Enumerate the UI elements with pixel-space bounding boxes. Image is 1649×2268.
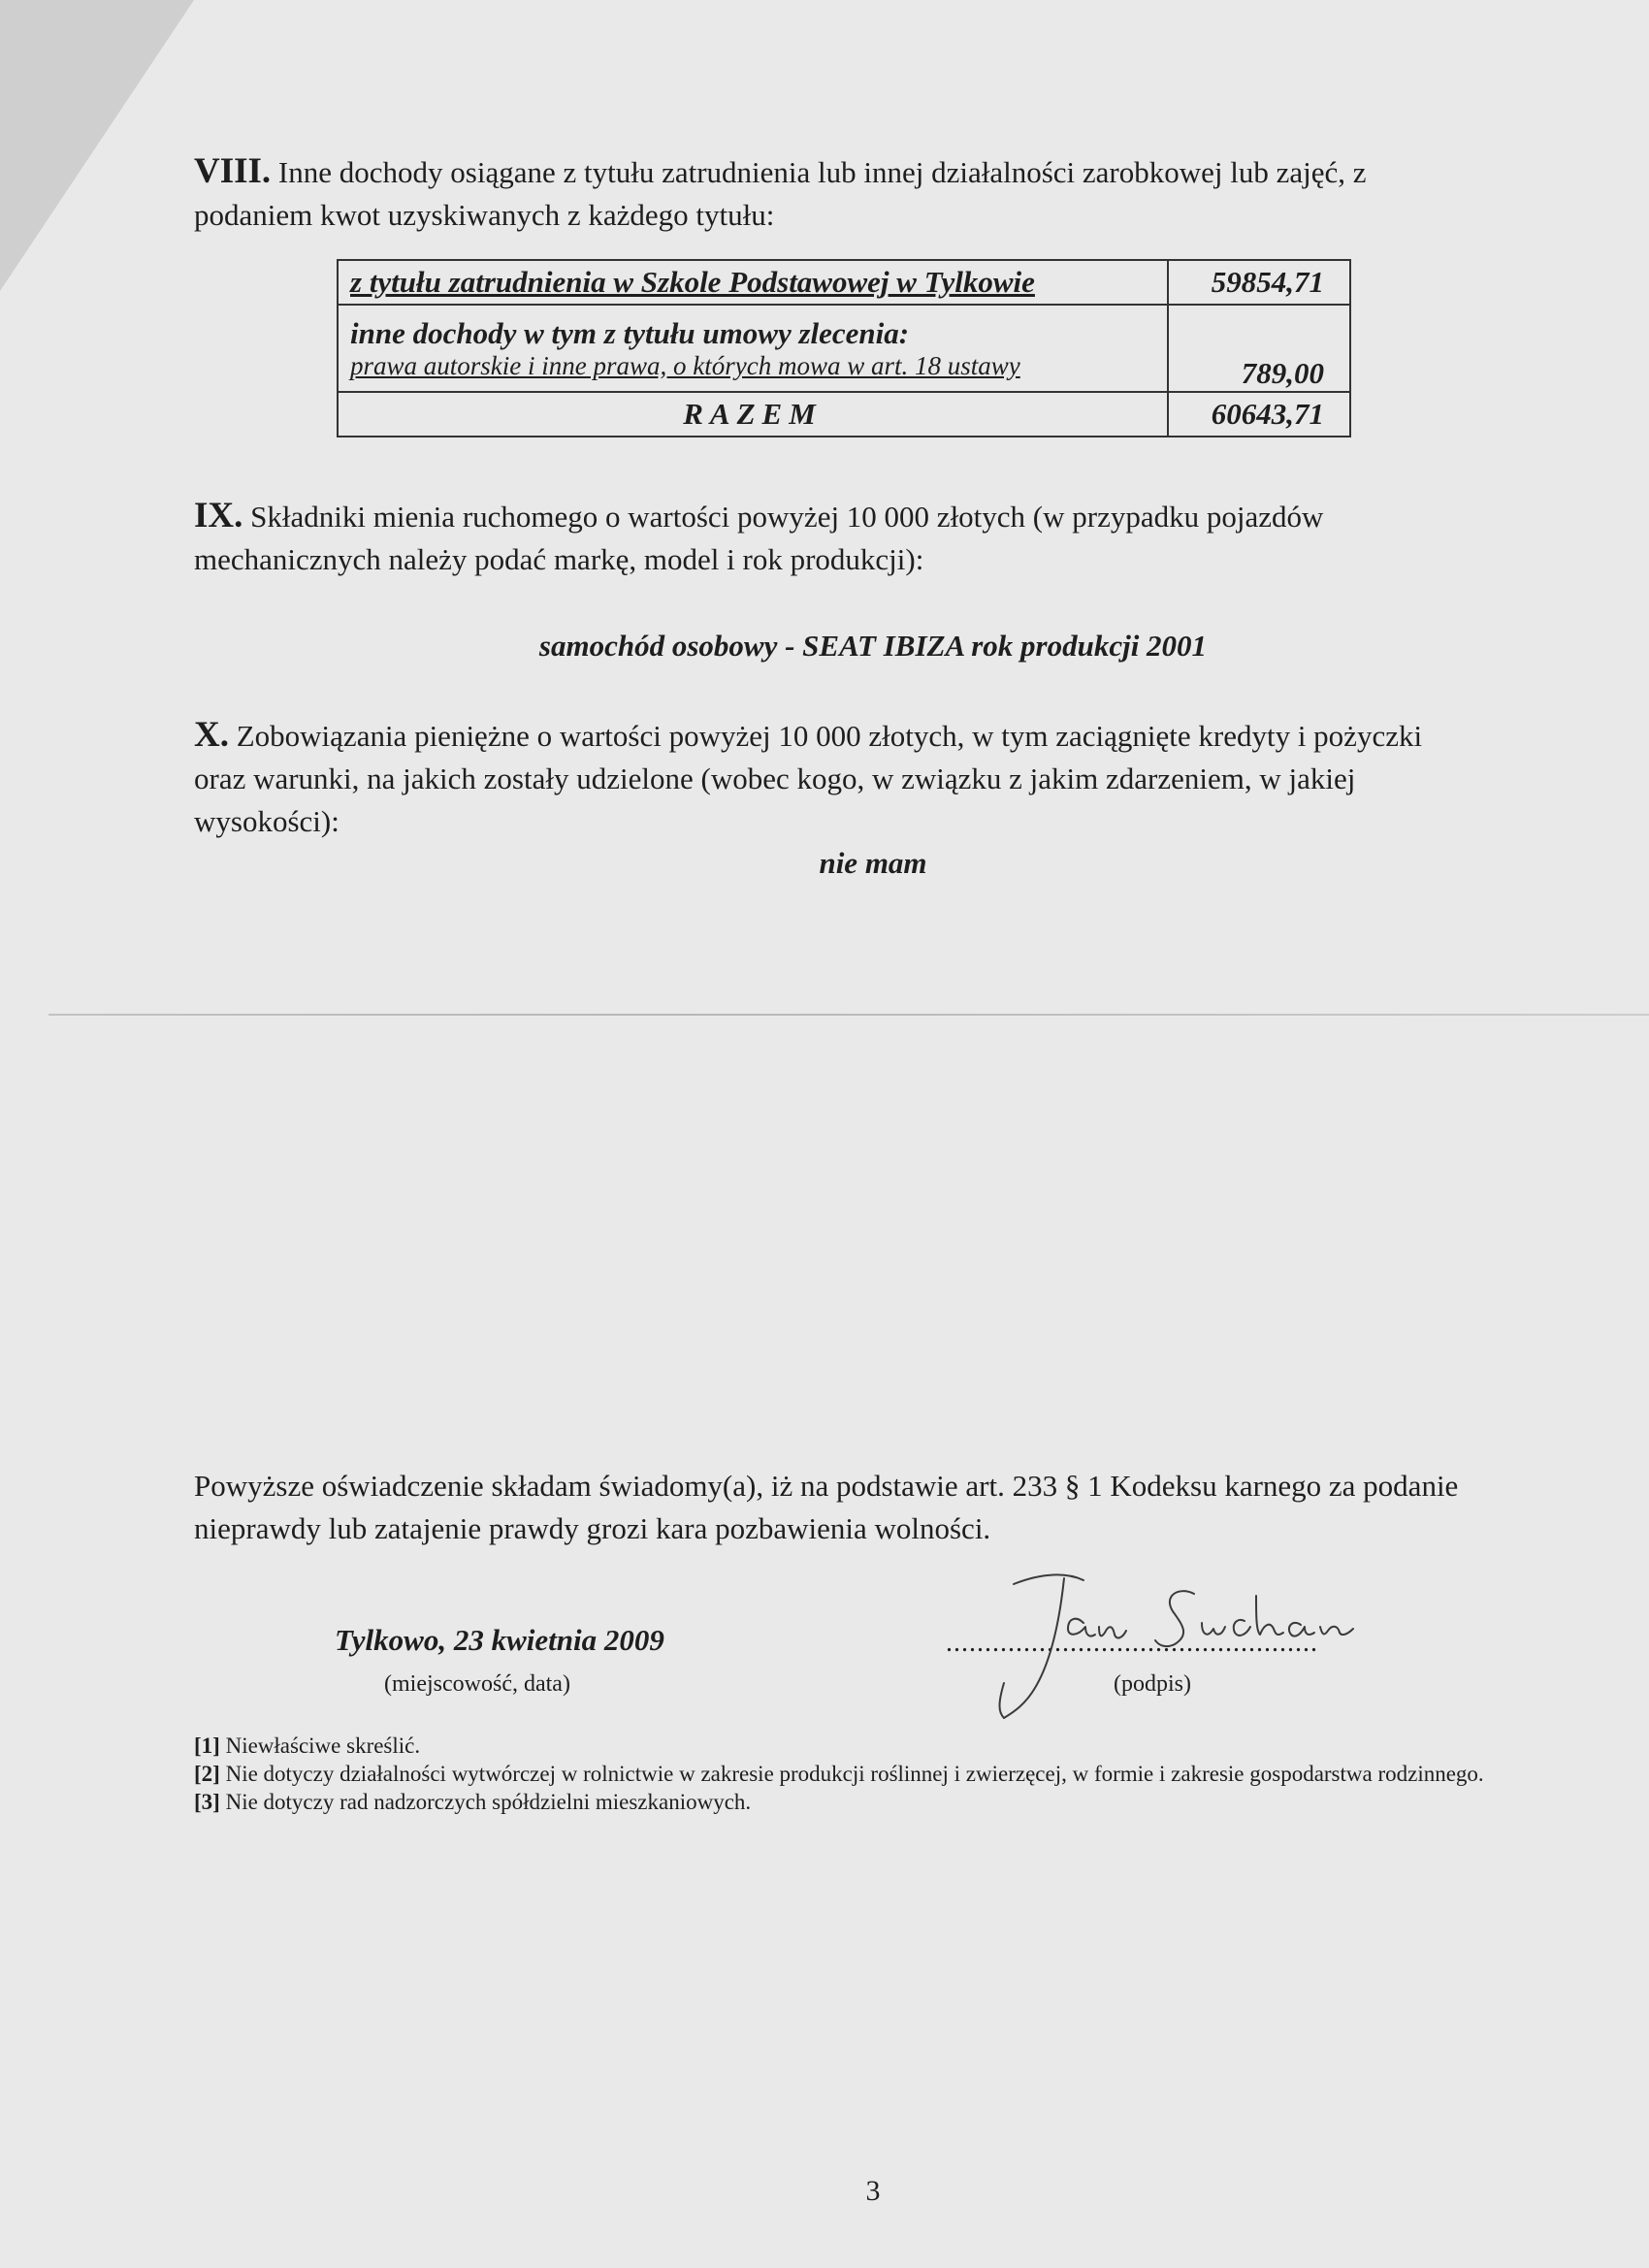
section-viii-text: Inne dochody osiągane z tytułu zatrudnienia lub innej działalności zarobkowej lub zajęć, z podaniem kwot uzyskiwanych z każdego tytułu: [194, 155, 1367, 232]
table-row [338, 305, 1350, 392]
total-label: RAZEM [338, 392, 1168, 437]
footnote-3-mark: [3] [194, 1790, 220, 1814]
section-x-numeral: X. [194, 715, 229, 755]
footnote-2-mark: [2] [194, 1762, 220, 1786]
footnote-1 [194, 1732, 1504, 1760]
footnotes [194, 1732, 1504, 1816]
debts-answer: nie mam [819, 846, 927, 880]
other-income-amount: 789,00 [1168, 305, 1350, 392]
fold-line [48, 1014, 1649, 1016]
handwritten-signature [975, 1567, 1392, 1732]
section-ix [194, 495, 1474, 581]
employment-income-amount: 59854,71 [1168, 260, 1350, 305]
copyright-income-label: prawa autorskie i inne prawa, o których mowa w art. 18 ustawy [350, 350, 1020, 380]
page-number: 3 [865, 2175, 881, 2207]
vehicle-answer: samochód osobowy - SEAT IBIZA rok produkcji 2001 [538, 629, 1208, 663]
signature-caption: (podpis) [1114, 1671, 1191, 1697]
footnote-3-text: Nie dotyczy rad nadzorczych spółdzielni mieszkaniowych. [219, 1790, 752, 1814]
place-date: Tylkowo, 23 kwietnia 2009 [335, 1623, 664, 1657]
other-income-label: inne dochody w tym z tytułu umowy zlecenia: [350, 315, 910, 350]
total-amount: 60643,71 [1168, 392, 1350, 437]
section-viii-numeral: VIII. [194, 151, 272, 191]
section-ix-numeral: IX. [194, 496, 243, 535]
footnote-2 [194, 1760, 1504, 1788]
employment-income-label: z tytułu zatrudnienia w Szkole Podstawowej w Tylkowie [338, 260, 1168, 305]
other-income-cell [338, 305, 1168, 392]
footnote-1-mark: [1] [194, 1733, 220, 1758]
footnote-2-text: Nie dotyczy działalności wytwórczej w rolnictwie w zakresie produkcji roślinnej i zwierzęcej, w formie i zakresie gospodarstwa rodzinnego. [219, 1762, 1484, 1786]
section-viii [194, 150, 1474, 237]
section-x [194, 714, 1474, 843]
signature-dotted-line: ................................................ [946, 1628, 1318, 1658]
table-row [338, 260, 1350, 305]
footnote-3 [194, 1788, 1504, 1816]
place-date-caption: (miejscowość, data) [384, 1671, 570, 1697]
income-table [337, 259, 1351, 437]
declaration-text: Powyższe oświadczenie składam świadomy(a), iż na podstawie art. 233 § 1 Kodeksu karnego za podanie nieprawdy lub zatajenie prawdy grozi kara pozbawienia wolności. [194, 1469, 1459, 1545]
footnote-1-text: Niewłaściwe skreślić. [219, 1733, 421, 1758]
table-row [338, 392, 1350, 437]
section-ix-text: Składniki mienia ruchomego o wartości powyżej 10 000 złotych (w przypadku pojazdów mechanicznych należy podać markę, model i rok produkcji): [194, 500, 1324, 576]
section-x-text: Zobowiązania pieniężne o wartości powyżej 10 000 złotych, w tym zaciągnięte kredyty i pożyczki oraz warunki, na jakich zostały udzielone (wobec kogo, w związku z jakim zdarzeniem, w jakiej wysokości): [194, 719, 1423, 838]
page-corner-shadow [0, 0, 194, 291]
